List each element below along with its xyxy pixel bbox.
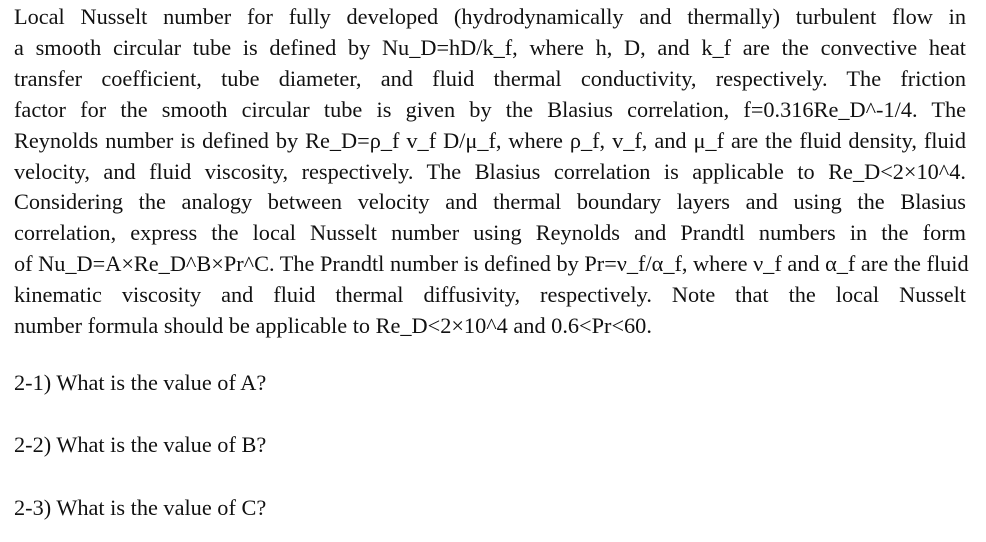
problem-line-5 <box>14 126 966 157</box>
question-2-2: 2-2) What is the value of B? <box>14 432 267 457</box>
problem-paragraph <box>14 2 969 342</box>
problem-line-7 <box>14 187 966 218</box>
problem-line-2-text: a smooth circular tube is defined by Nu_D=hD/k_f, where h, D, and k_f are the convective heat <box>14 34 966 60</box>
problem-line-5-text: Reynolds number is defined by Re_D=ρ_f v_f D/μ_f, where ρ_f, v_f, and μ_f are the fluid density, fluid <box>14 127 966 153</box>
problem-line-9-text: of Nu_D=A×Re_D^B×Pr^C. The Prandtl number is defined by Pr=ν_f/α_f, where ν_f and α_f are the fluid <box>14 251 969 277</box>
problem-line-11 <box>14 311 966 342</box>
problem-line-7-text: Considering the analogy between velocity and thermal boundary layers and using the Blasius <box>14 189 966 215</box>
problem-line-9 <box>14 249 969 280</box>
question-2-3: 2-3) What is the value of C? <box>14 495 267 520</box>
problem-statement <box>14 2 969 342</box>
problem-line-3 <box>14 64 966 95</box>
problem-line-4 <box>14 95 966 126</box>
problem-line-4-text: factor for the smooth circular tube is given by the Blasius correlation, f=0.316Re_D^-1/4. The <box>14 96 966 122</box>
problem-line-2 <box>14 33 966 64</box>
problem-line-6 <box>14 157 966 188</box>
problem-line-8 <box>14 218 966 249</box>
problem-line-1 <box>14 2 966 33</box>
problem-line-10-text: kinematic viscosity and fluid thermal diffusivity, respectively. Note that the local Nusselt <box>14 282 966 308</box>
problem-line-6-text: velocity, and fluid viscosity, respectively. The Blasius correlation is applicable to Re_D<2×10^4. <box>14 158 966 184</box>
question-2-1: 2-1) What is the value of A? <box>14 370 267 395</box>
problem-line-10 <box>14 280 966 311</box>
problem-line-1-text: Local Nusselt number for fully developed (hydrodynamically and thermally) turbulent flow in <box>14 4 966 29</box>
problem-line-11-text: number formula should be applicable to Re_D<2×10^4 and 0.6<Pr<60. <box>14 313 652 339</box>
problem-line-3-text: transfer coefficient, tube diameter, and fluid thermal conductivity, respectively. The friction <box>14 65 966 91</box>
problem-line-8-text: correlation, express the local Nusselt number using Reynolds and Prandtl numbers in the form <box>14 220 966 246</box>
